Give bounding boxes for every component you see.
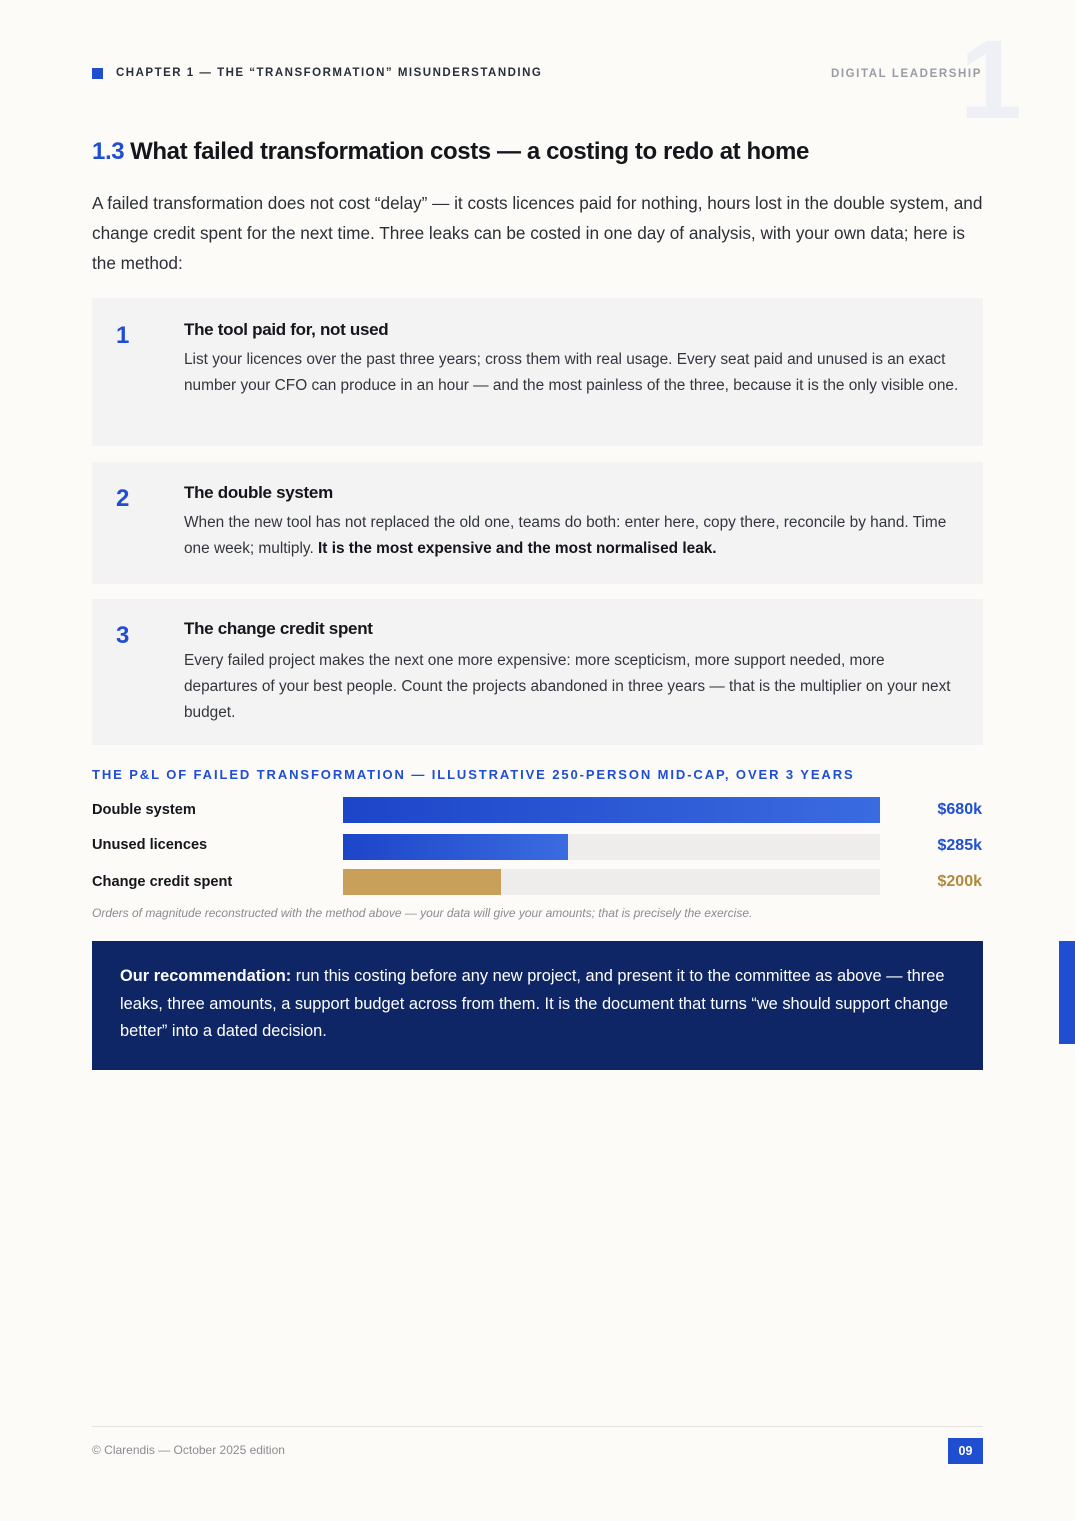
step-number: 1 [116, 322, 130, 349]
chapter-background-numeral [959, 17, 1022, 142]
step-card-1 [92, 298, 983, 446]
bar-change-credit [343, 869, 501, 895]
recommendation-body: run this costing before any new project, and present it to the committee as above — three leaks, three amounts, a support budget across from them. It is the document that turns “we should support change better” into a dated decision. [120, 967, 949, 1040]
recommendation-lead: Our recommendation: [120, 967, 292, 985]
bar-value: $200k [937, 873, 982, 890]
section-title [92, 138, 809, 166]
bar-track [343, 834, 880, 860]
chart-footnote: Orders of magnitude reconstructed with the method above — your data will give your amounts; that is precisely the exercise. [92, 906, 753, 920]
chapter-heading: CHAPTER 1 — THE “TRANSFORMATION” MISUNDERSTANDING [116, 67, 543, 79]
bar-label: Change credit spent [92, 874, 233, 890]
chapter-background-numeral-text: 1 [959, 17, 1022, 142]
step-body [184, 510, 959, 562]
chart-title: THE P&L OF FAILED TRANSFORMATION — ILLUSTRATIVE 250-PERSON MID-CAP, OVER 3 YEARS [92, 767, 855, 782]
recommendation-text [120, 963, 960, 1046]
step-card-3 [92, 599, 983, 745]
step-title: The change credit spent [184, 619, 373, 638]
bar-track [343, 869, 880, 895]
step-body [184, 648, 959, 726]
step-number: 2 [116, 485, 130, 512]
section-title-text: What failed transformation costs — a costing to redo at home [130, 138, 809, 165]
step-body [184, 347, 959, 399]
bar-unused-licences [343, 834, 568, 860]
recommendation-box [92, 941, 983, 1070]
step-body-emphasis: It is the most expensive and the most normalised leak. [318, 540, 717, 557]
intro-paragraph: A failed transformation does not cost “delay” — it costs licences paid for nothing, hours lost in the double system, and change credit spent for the next time. Three leaks can be costed in one day of analysis, with your own data; here is the method: [92, 193, 983, 273]
chapter-marker [92, 68, 103, 79]
bar-label: Unused licences [92, 837, 208, 853]
bar-track [343, 797, 880, 823]
bar-label: Double system [92, 802, 196, 818]
footer-divider [92, 1426, 983, 1427]
step-title: The tool paid for, not used [184, 320, 389, 339]
step-number: 3 [116, 622, 130, 649]
running-header: DIGITAL LEADERSHIP [830, 68, 982, 80]
step-title: The double system [184, 483, 333, 502]
step-card-2 [92, 462, 983, 584]
bar-double-system [343, 797, 880, 823]
footer-copyright: © Clarendis — October 2025 edition [92, 1443, 285, 1457]
page-number: 09 [948, 1438, 983, 1464]
step-body-text: Every failed project makes the next one more expensive: more scepticism, more support needed, more departures of your best people. Count the projects abandoned in three years — that is the multiplier on your next budget. [184, 652, 951, 721]
step-body-text: List your licences over the past three years; cross them with real usage. Every seat paid and unused is an exact number your CFO can produce in an hour — and the most painless of the three, because it is the only visible one. [184, 351, 959, 394]
section-number: 1.3 [92, 138, 125, 165]
bar-value: $285k [937, 837, 982, 854]
bar-value: $680k [937, 801, 982, 818]
step-body-text: When the new tool has not replaced the old one, teams do both: enter here, copy there, reconcile by hand. Time one week; multiply. [184, 514, 947, 557]
edge-tab-marker [1059, 941, 1075, 1044]
